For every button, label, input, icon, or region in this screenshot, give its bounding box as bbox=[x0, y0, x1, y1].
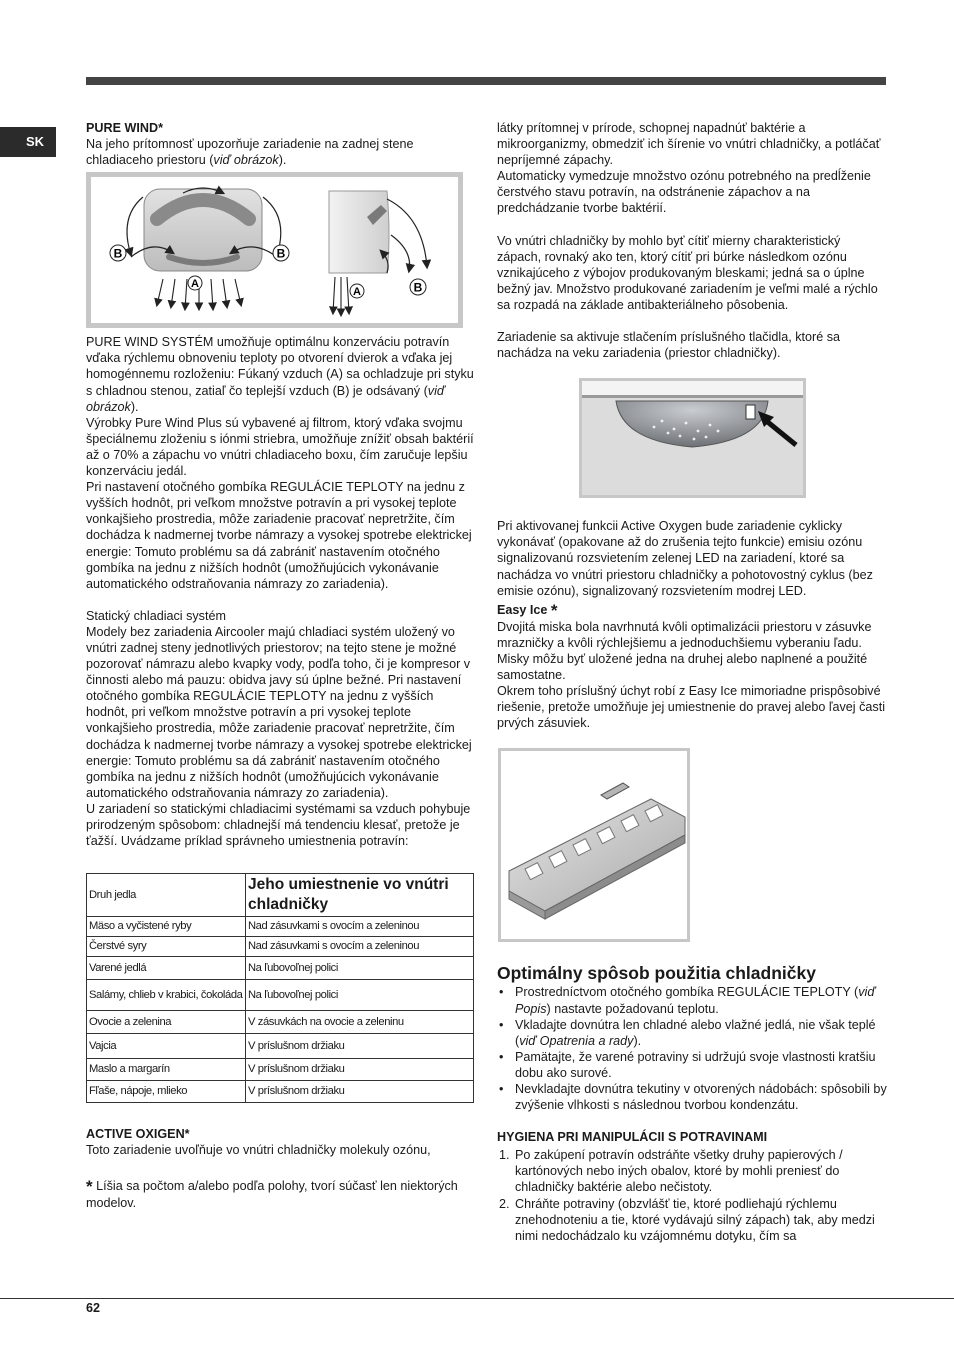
table-cell: V príslušnom držiaku bbox=[246, 1059, 474, 1081]
pure-wind-system-text: PURE WIND SYSTÉM umožňuje optimálnu konzerváciu potravín vďaka rýchlemu obnoveniu teploty po otvorení dvierok a vďaka jej homogénnemu rozloženiu: Fúkaný vzduch (A) sa ochladzuje pri styku s chladnou stenou, zatiaľ čo teplejší vzduch (B) je odsávaný (viď obrázok). bbox=[86, 335, 474, 414]
table-cell: Maslo a margarín bbox=[87, 1059, 246, 1081]
static-system-title: Statický chladiaci systém bbox=[86, 608, 226, 623]
table-cell: Mäso a vyčistené ryby bbox=[87, 917, 246, 937]
label-a-front: A bbox=[191, 278, 199, 291]
table-cell: Ovocie a zelenina bbox=[87, 1011, 246, 1034]
table-row bbox=[87, 1059, 474, 1081]
static-system-text-2: U zariadení so statickými chladiacimi systémami sa vzduch pohybuje prirodzeným spôsobom: chladnejší má tendenciu klesať, pretože je ťažší. Uvádzame príklad správneho umiestnenia potravín: bbox=[86, 801, 471, 849]
left-column bbox=[86, 120, 474, 1212]
table-header-cell: Jeho umiestnenie vo vnútri chladničky bbox=[246, 874, 474, 917]
table-cell: Vajcia bbox=[87, 1034, 246, 1059]
table-cell: Čerstvé syry bbox=[87, 937, 246, 957]
table-header-row bbox=[87, 874, 474, 917]
table-row bbox=[87, 937, 474, 957]
footnote: * Líšia sa počtom a/alebo podľa polohy, tvorí súčasť len niektorých modelov. bbox=[86, 1177, 458, 1211]
label-a-side: A bbox=[353, 286, 361, 299]
table-row bbox=[87, 917, 474, 937]
label-b-right: B bbox=[276, 246, 286, 261]
page-number: 62 bbox=[86, 1301, 101, 1315]
footer-rule bbox=[0, 1298, 954, 1299]
top-rule bbox=[86, 77, 886, 85]
pure-wind-plus-text: Výrobky Pure Wind Plus sú vybavené aj filtrom, ktorý vďaka svojmu špeciálnemu zloženiu s iónmi striebra, umožňuje znížiť obsah baktérií až o 70% a zápachu vo vnútri chladiaceho boxu, čím zaručuje lepšiu konzerváciu jedál. bbox=[86, 415, 474, 479]
list-item: 1. Po zakúpení potravín odstráňte všetky druhy papierových / kartónových nebo iných obalov, ktoré by mohli preniesť do chladničky baktérie alebo nečistoty. bbox=[499, 1148, 843, 1195]
ozone-text-4: Zariadenie sa aktivuje stlačením príslušného tlačidla, ktoré sa nachádza na veku zariadenia (priestor chladničky). bbox=[497, 330, 841, 361]
language-tab bbox=[0, 127, 56, 157]
label-b-left: B bbox=[113, 246, 123, 261]
easy-ice-text-2: Okrem toho príslušný úchyt robí z Easy Ice mimoriadne prispôsobivé riešenie, pretože umožňuje jej umiestnenie do pravej alebo ľavej časti prvých zásuviek. bbox=[497, 684, 886, 731]
label-b-side: B bbox=[413, 280, 423, 295]
table-cell: Fľaše, nápoje, mlieko bbox=[87, 1081, 246, 1103]
easy-ice-tray-image bbox=[501, 751, 687, 939]
pure-wind-title: PURE WIND* bbox=[86, 121, 163, 135]
pure-wind-figure bbox=[86, 172, 463, 328]
ozone-text-2: Automaticky vymedzuje množstvo ozónu potrebného na predĺženie čerstvého stavu potravín, na odstránenie zápachov a na predchádzanie tvorbe baktérií. bbox=[497, 169, 871, 216]
list-item: • Vkladajte dovnútra len chladné alebo vlažné jedlá, nie však teplé (viď Opatrenia a rady). bbox=[497, 1017, 887, 1049]
active-oxigen-text: Toto zariadenie uvoľňuje vo vnútri chladničky molekuly ozónu, bbox=[86, 1143, 431, 1158]
list-item: • Nevkladajte dovnútra tekutiny v otvorených nádobách: spôsobili by zvýšenie vlhkosti s následnou tvorbou kondenzátu. bbox=[497, 1081, 887, 1113]
table-cell: Na ľubovoľnej polici bbox=[246, 980, 474, 1011]
table-cell: Salámy, chlieb v krabici, čokoláda bbox=[87, 980, 246, 1011]
hygiene-list bbox=[497, 1147, 887, 1244]
optimal-use-title: Optimálny spôsob použitia chladničky bbox=[497, 963, 816, 984]
active-oxygen-device-figure bbox=[579, 378, 806, 498]
pure-wind-intro: Na jeho prítomnosť upozorňuje zariadenie na zadnej stene chladiaceho priestoru (viď obrázok). bbox=[86, 137, 414, 168]
active-oxigen-title: ACTIVE OXIGEN* bbox=[86, 1127, 190, 1142]
food-placement-table bbox=[86, 873, 474, 1103]
list-item: • Prostredníctvom otočného gombíka REGULÁCIE TEPLOTY (viď Popis) nastavte požadovanú teplotu. bbox=[497, 984, 887, 1016]
table-cell: V príslušnom držiaku bbox=[246, 1081, 474, 1103]
table-cell: V zásuvkách na ovocie a zeleninu bbox=[246, 1011, 474, 1034]
table-row bbox=[87, 980, 474, 1011]
easy-ice-text-1: Dvojitá miska bola navrhnutá kvôli optimalizácii priestoru v zásuvke mrazničky a kvôli rýchlejšiemu a jednoduchšiemu vyberaniu ľadu. Misky môžu byť uložené jedna na druhej alebo naplnené a použité samostatne. bbox=[497, 619, 872, 683]
ozone-text-5: Pri aktivovanej funkcii Active Oxygen bude zariadenie cyklicky vykonávať (opakovane až do zrušenia tejto funkcie) emisiu ozónu signalizovanú rozsvietením zelenej LED na zariadení, ktoré sa nachádza vo vnútri priestoru chladničky a pohotovostný cyklus (bez emisie ozónu), signalizovaný rozsvietením modrej LED. bbox=[497, 519, 873, 598]
list-item: 2. Chráňte potraviny (obzvlášť tie, ktoré podliehajú rýchlemu znehodnoteniu a tie, ktoré vydávajú silný zápach) tak, aby medzi nimi nedochádzalo ku vzájomnému dotyku, čím sa bbox=[499, 1196, 875, 1243]
static-system-text: Modely bez zariadenia Aircooler majú chladiaci systém uložený vo vnútri zadnej steny jednotlivých priestorov; na tejto stene je možné pozorovať námrazu alebo kvapky vody, podľa toho, či je kompresor v činnosti alebo má pauzu: obidva javy sú úplne bežné. Pri nastavení otočného gombíka REGULÁCIE TEPLOTY na jednu z vyšších hodnôt, pri veľkom množstve potravín a pri vysokej teplote vonkajšieho prostredia, môže zariadenie pracovať nepretržite, čím dochádza k nadmernej tvorbe námrazy a vysokej spotrebe elektrickej energie: Tomuto problému sa dá zabrániť nastavením otočného gombíka na jednu z nižších hodnôt (umožňujúcich vykonávanie automatického odstraňovania námrazy zo zariadenia). bbox=[86, 624, 472, 800]
table-row bbox=[87, 957, 474, 980]
active-oxygen-device-image bbox=[582, 381, 803, 495]
table-row bbox=[87, 1081, 474, 1103]
table-cell: Nad zásuvkami s ovocím a zeleninou bbox=[246, 917, 474, 937]
list-item: • Pamätajte, že varené potraviny si udržujú svoje vlastnosti kratšiu dobu ako surové. bbox=[497, 1049, 887, 1081]
ozone-text-3: Vo vnútri chladničky by mohlo byť cítiť mierny charakteristický zápach, rovnaký ako ten, ktorý cítiť pri búrke následkom ozónu vznikajúceho z výbojov produkovaným bleskami; jedná sa o úplne bežný jav. Množstvo produkované zariadením je veľmi malé a rýchlo sa rozpadá na základe antibakteriálneho pôsobenia. bbox=[497, 233, 878, 312]
language-tab-label: SK bbox=[26, 133, 45, 149]
easy-ice-title: Easy Ice * bbox=[497, 600, 558, 620]
easy-ice-tray-figure bbox=[498, 748, 690, 942]
hygiene-title: HYGIENA PRI MANIPULÁCII S POTRAVINAMI bbox=[497, 1130, 768, 1145]
table-cell: Varené jedlá bbox=[87, 957, 246, 980]
optimal-use-list bbox=[497, 984, 887, 1113]
table-header-cell: Druh jedla bbox=[87, 874, 246, 917]
pure-wind-diagram bbox=[91, 177, 458, 323]
table-cell: Nad zásuvkami s ovocím a zeleninou bbox=[246, 937, 474, 957]
table-cell: Na ľubovoľnej polici bbox=[246, 957, 474, 980]
table-cell: V príslušnom držiaku bbox=[246, 1034, 474, 1059]
table-row bbox=[87, 1034, 474, 1059]
pure-wind-knob-text: Pri nastavení otočného gombíka REGULÁCIE TEPLOTY na jednu z vyšších hodnôt, pri veľkom množstve potravín a pri vysokej teplote vonkajšieho prostredia, môže zariadenie pracovať nepretržite, čím dochádza k nadmernej tvorbe námrazy a vysokej spotrebe elektrickej energie: Tomuto problému sa dá zabrániť nastavením otočného gombíka na jednu z nižších hodnôt (umožňujúcich vykonávanie automatického odstraňovania námrazy zo zariadenia). bbox=[86, 480, 472, 591]
table-row bbox=[87, 1011, 474, 1034]
ozone-text-1: látky prítomnej v prírode, schopnej napadnúť baktérie a mikroorganizmy, obmedziť ich šírenie vo vnútri chladničky, a potláčať nepríjemné zápachy. bbox=[497, 121, 881, 168]
right-column bbox=[497, 120, 887, 1244]
